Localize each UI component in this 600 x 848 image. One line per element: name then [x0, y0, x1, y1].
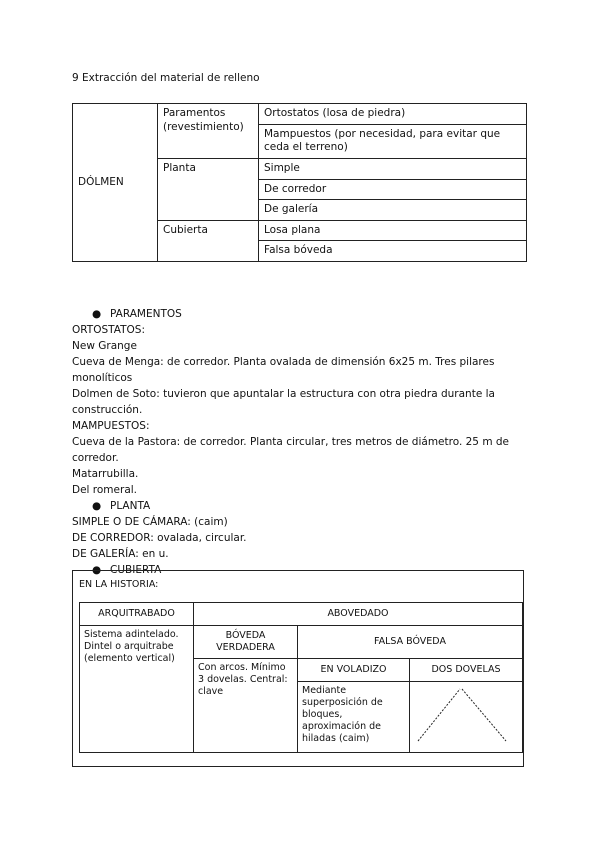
bullet-item: [72, 306, 532, 322]
note-line: Matarrubilla.: [72, 468, 139, 480]
cubierta-cell: Cubierta: [158, 220, 259, 261]
table-row: [80, 603, 523, 626]
bullet-icon: ●: [92, 500, 102, 512]
dovelas-diagram-icon: [414, 685, 510, 745]
sistema-cell: Sistema adintelado. Dintel o arquitrabe (elemento vertical): [80, 626, 194, 753]
bullet-icon: ●: [92, 564, 102, 576]
section-heading: 9 Extracción del material de relleno: [72, 72, 260, 84]
boveda-verdadera-cell: BÓVEDA VERDADERA: [194, 626, 298, 659]
losa-plana-cell: Losa plana: [259, 220, 527, 241]
bullet-cubierta: CUBIERTA: [110, 564, 162, 576]
history-box: [72, 570, 524, 767]
con-arcos-cell: Con arcos. Mínimo 3 dovelas. Central: clave: [194, 659, 298, 753]
history-table: [79, 602, 523, 753]
note-line: ORTOSTATOS:: [72, 324, 145, 336]
mampuestos-cell: Mampuestos (por necesidad, para evitar que ceda el terreno): [259, 124, 527, 158]
planta-cell: Planta: [158, 158, 259, 220]
abovedado-header: ABOVEDADO: [194, 603, 523, 626]
en-voladizo-header: EN VOLADIZO: [298, 659, 410, 682]
bullet-planta: PLANTA: [110, 500, 151, 512]
paramentos-cell: Paramentos (revestimiento): [158, 104, 259, 159]
falsa-boveda-header: FALSA BÓVEDA: [298, 626, 523, 659]
corredor-cell: De corredor: [259, 179, 527, 200]
ortostatos-cell: Ortostatos (losa de piedra): [259, 104, 527, 125]
dos-dovelas-header: DOS DOVELAS: [410, 659, 523, 682]
bullet-item: [72, 498, 532, 514]
table-row: [73, 104, 527, 125]
bullet-paramentos: PARAMENTOS: [110, 308, 182, 320]
note-line: DE GALERÍA: en u.: [72, 548, 169, 560]
notes-section: [72, 306, 532, 578]
falsa-boveda-cell: Falsa bóveda: [259, 241, 527, 262]
dovelas-diagram-cell: [410, 682, 523, 753]
bullet-icon: ●: [92, 308, 102, 320]
galeria-cell: De galería: [259, 200, 527, 221]
dolmen-table: [72, 103, 527, 262]
history-title: EN LA HISTORIA:: [79, 579, 159, 590]
note-line: DE CORREDOR: ovalada, circular.: [72, 532, 247, 544]
note-line: SIMPLE O DE CÁMARA: (caim): [72, 516, 228, 528]
note-line: New Grange: [72, 340, 137, 352]
simple-cell: Simple: [259, 158, 527, 179]
mediante-cell: Mediante superposición de bloques, aproximación de hiladas (caim): [298, 682, 410, 753]
note-line: MAMPUESTOS:: [72, 420, 150, 432]
note-line: Cueva de la Pastora: de corredor. Planta circular, tres metros de diámetro. 25 m de corredor.: [72, 436, 510, 464]
note-line: Cueva de Menga: de corredor. Planta ovalada de dimensión 6x25 m. Tres pilares monolíticos: [72, 356, 495, 384]
note-line: Del romeral.: [72, 484, 138, 496]
note-line: Dolmen de Soto: tuvieron que apuntalar la estructura con otra piedra durante la construcción.: [72, 388, 495, 416]
dolmen-header-cell: DÓLMEN: [73, 104, 158, 262]
arquitrabado-header: ARQUITRABADO: [80, 603, 194, 626]
table-row: [80, 626, 523, 659]
